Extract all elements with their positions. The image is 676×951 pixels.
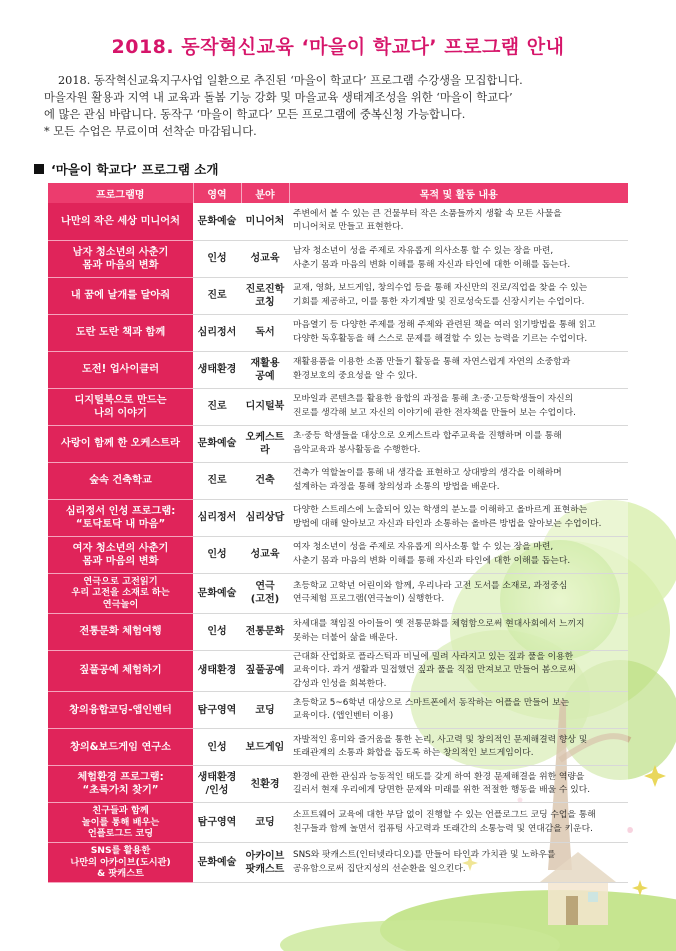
field-cell: 심리상담 (241, 499, 289, 536)
area-cell: 인성 (193, 729, 241, 766)
table-row (48, 462, 628, 499)
desc-line: 기회를 제공하고, 이를 통한 자기계발 및 진로성숙도를 신장시키는 수업이다. (293, 296, 585, 307)
desc-line: 사춘기 몸과 마음의 변화 이해를 통해 자신과 타인에 대한 이해를 돕는다. (293, 259, 571, 270)
description-cell (289, 729, 628, 766)
desc-line: 또래관계의 소통과 화합을 돕도록 하는 창의적인 보드게임이다. (293, 748, 534, 758)
desc-line: 주변에서 볼 수 있는 큰 건물부터 작은 소품들까지 생활 속 모든 사물을 (293, 208, 562, 219)
area-cell: 심리정서 (193, 499, 241, 536)
table-row (48, 803, 628, 843)
desc-line: 친구들과 함께 놀면서 컴퓨팅 사고력과 또래간의 소통능력 및 연대감을 키운다. (293, 823, 593, 834)
description-cell (289, 766, 628, 803)
desc-line: 못하는 더불어 삶을 배운다. (293, 632, 398, 643)
name-line: 나만의 아카이브(도시관) (70, 856, 171, 868)
name-line: 나의 이야기 (94, 407, 147, 419)
field-cell: 성교육 (241, 536, 289, 573)
table-row (48, 314, 628, 351)
desc-line: 근대화 산업화로 플라스틱과 비닐에 밀려 사라지고 있는 짚과 풀을 이용한 (293, 651, 574, 662)
table-row (48, 650, 628, 692)
column-header: 영역 (193, 183, 241, 203)
desc-line: 소프트웨어 교육에 대한 부담 없이 진행할 수 있는 언플로그드 코딩 수업을 통해 (293, 810, 596, 820)
name-line: 짚풀공예 체험하기 (79, 665, 162, 677)
area-cell: 진로 (193, 388, 241, 425)
desc-line: 감성과 인성을 회복한다. (293, 678, 387, 689)
desc-line: SNS와 팟캐스트(인터넷라디오)를 만들어 타인과 가치관 및 노하우를 (293, 850, 556, 860)
name-line: 전통문화 체험여행 (79, 626, 162, 637)
area-cell: 탐구영역 (193, 803, 241, 843)
name-line: & 팟캐스트 (97, 868, 144, 880)
table-row (48, 203, 628, 240)
table-row (48, 729, 628, 766)
description-cell (289, 314, 628, 351)
name-line: 도란 도란 책과 함께 (75, 327, 166, 338)
area-cell: 진로 (193, 277, 241, 314)
area-cell: 생태환경 /인성 (193, 766, 241, 803)
column-header: 분야 (241, 183, 289, 203)
description-cell (289, 803, 628, 843)
field-cell: 짚풀공예 (241, 650, 289, 692)
field-cell: 오케스트라 (241, 425, 289, 462)
description-cell (289, 462, 628, 499)
field-cell: 전통문화 (241, 613, 289, 650)
desc-line: 초등학교 고학년 어린이와 함께, 우리나라 고전 도서를 소재로, 과정중심 (293, 580, 568, 591)
table-row (48, 843, 628, 883)
table-row (48, 499, 628, 536)
name-line: 사랑이 함께 한 오케스트라 (61, 438, 180, 449)
desc-line: 건축가 역할놀이를 통해 내 생각을 표현하고 상대방의 생각을 이해하며 (293, 468, 562, 478)
field-cell: 연극 (고전) (241, 573, 289, 613)
desc-line: 차세대를 책임질 아이들이 옛 전통문화를 체험함으로써 현대사회에서 느끼지 (293, 619, 585, 629)
area-cell: 문화예술 (193, 573, 241, 613)
intro-text (44, 72, 644, 140)
program-name-cell (48, 203, 193, 240)
name-line: 여자 청소년의 사춘기 (72, 542, 169, 554)
field-cell: 코딩 (241, 803, 289, 843)
program-name-cell (48, 803, 193, 843)
name-line: 나만의 작은 세상 미니어처 (61, 215, 180, 227)
area-cell: 심리정서 (193, 314, 241, 351)
table-row (48, 536, 628, 573)
program-name-cell (48, 573, 193, 613)
name-line: 몸과 마음의 변화 (82, 259, 159, 271)
field-cell: 건축 (241, 462, 289, 499)
desc-line: 초·중등 학생들을 대상으로 오케스트라 합주교육을 진행하며 이를 통해 (293, 431, 562, 441)
desc-line: 남자 청소년이 성을 주제로 자유롭게 의사소통 할 수 있는 장을 마련, (293, 246, 554, 256)
program-name-cell (48, 388, 193, 425)
desc-line: 음악교육과 봉사활동을 수행한다. (293, 444, 421, 455)
description-cell (289, 203, 628, 240)
field-cell: 독서 (241, 314, 289, 351)
area-cell: 문화예술 (193, 203, 241, 240)
field-cell: 성교육 (241, 240, 289, 277)
program-name-cell (48, 650, 193, 692)
intro-line: 마을자원 활용과 지역 내 교육과 돌봄 기능 강화 및 마을교육 생태계조성을 위한 ‘마을이 학교다’ (44, 91, 513, 104)
program-name-cell (48, 277, 193, 314)
name-line: 남자 청소년의 사춘기 (72, 246, 169, 258)
description-cell (289, 351, 628, 388)
description-cell (289, 613, 628, 650)
table-row (48, 277, 628, 314)
table-row (48, 351, 628, 388)
description-cell (289, 277, 628, 314)
program-name-cell (48, 729, 193, 766)
name-line: 창의&보드게임 연구소 (69, 741, 171, 753)
column-header: 프로그램명 (48, 183, 193, 203)
area-cell: 문화예술 (193, 843, 241, 883)
desc-line: 사춘기 몸과 마음의 변화 이해를 통해 자신과 타인에 대한 이해를 돕는다. (293, 555, 571, 566)
desc-line: 진로를 생각해 보고 자신의 이야기에 관한 전자책을 만들어 보는 수업이다. (293, 407, 576, 418)
desc-line: 교육이다. (앱인벤터 이용) (293, 711, 394, 721)
name-line: 창의융합코딩-앱인벤터 (69, 704, 172, 716)
description-cell (289, 573, 628, 613)
table-row (48, 240, 628, 277)
field-cell: 디지털북 (241, 388, 289, 425)
area-cell: 인성 (193, 240, 241, 277)
program-name-cell (48, 351, 193, 388)
intro-line: 2018. 동작혁신교육지구사업 일환으로 추진된 ‘마을이 학교다’ 프로그램 수강생을 모집합니다. (58, 74, 523, 87)
desc-line: 자발적인 흥미와 즐거움을 통한 논리, 사고력 및 창의적인 문제해결력 향상 및 (293, 734, 588, 745)
name-line: 놀이를 통해 배우는 (81, 816, 160, 828)
name-line: “토닥토닥 내 마음” (75, 518, 166, 530)
table-row (48, 766, 628, 803)
desc-line: 다양한 독후활동을 해 스스로 문제를 해결할 수 있는 능력을 기르는 수업이다. (293, 333, 588, 344)
area-cell: 생태환경 (193, 351, 241, 388)
desc-line: 초등학교 5~6학년 대상으로 스마트폰에서 동작하는 어플을 만들어 보는 (293, 697, 570, 708)
field-cell: 아카이브 팟캐스트 (241, 843, 289, 883)
area-cell: 진로 (193, 462, 241, 499)
description-cell (289, 650, 628, 692)
description-cell (289, 388, 628, 425)
name-line: SNS를 활용한 (90, 845, 151, 857)
description-cell (289, 425, 628, 462)
program-name-cell (48, 462, 193, 499)
desc-line: 미니어처로 만들고 표현한다. (293, 222, 404, 233)
table-row (48, 425, 628, 462)
name-line: 우리 고전을 소재로 하는 (71, 587, 170, 599)
name-line: 연극으로 고전읽기 (83, 575, 158, 587)
name-line: 언플로그드 코딩 (87, 828, 154, 840)
field-cell: 미니어처 (241, 203, 289, 240)
program-name-cell (48, 425, 193, 462)
desc-line: 교육이다. 과거 생활과 밀접했던 짚과 풀을 직접 만져보고 만들어 봄으로써 (293, 665, 576, 675)
area-cell: 문화예술 (193, 425, 241, 462)
table-row (48, 613, 628, 650)
name-line: 체험환경 프로그램: (77, 772, 164, 783)
program-table (48, 183, 628, 883)
program-name-cell (48, 314, 193, 351)
intro-line: 에 많은 관심 바랍니다. 동작구 ‘마을이 학교다’ 모든 프로그램에 중복신청 가능합니다. (44, 108, 466, 121)
description-cell (289, 240, 628, 277)
desc-line: 공유함으로써 집단지성의 선순환을 일으킨다. (293, 863, 466, 874)
description-cell (289, 499, 628, 536)
column-header: 목적 및 활동 내용 (289, 183, 628, 203)
program-name-cell (48, 843, 193, 883)
name-line: 도전! 업사이클러 (81, 364, 160, 375)
desc-line: 방법에 대해 알아보고 자신과 타인과 소통하는 올바른 방법을 알아보는 수업이다. (293, 518, 602, 529)
name-line: “초록가치 찾기” (82, 785, 159, 796)
table-row (48, 388, 628, 425)
name-line: 내 꿈에 날개를 달아줘 (70, 290, 171, 301)
desc-line: 길러서 현재 우리에게 당면한 문제와 미래를 위한 적절한 행동을 배울 수 있다. (293, 785, 590, 795)
program-name-cell (48, 692, 193, 729)
desc-line: 교재, 영화, 보드게임, 창의수업 등을 통해 자신만의 진로/직업을 찾을 수 있는 (293, 283, 588, 293)
program-name-cell (48, 613, 193, 650)
desc-line: 모바일과 콘텐츠를 활용한 융합의 과정을 통해 초·중·고등학생들이 자신의 (293, 394, 574, 404)
desc-line: 마음열기 등 다양한 주제를 정해 주제와 관련된 책을 여러 읽기방법을 통해 읽고 (293, 320, 596, 330)
description-cell (289, 843, 628, 883)
field-cell: 진로진학 코칭 (241, 277, 289, 314)
name-line: 친구들과 함께 (92, 805, 149, 817)
desc-line: 환경에 관한 관심과 능동적인 태도를 갖게 하여 환경 문제해결을 위한 역량을 (293, 771, 585, 782)
field-cell: 재활용 공예 (241, 351, 289, 388)
table-row (48, 692, 628, 729)
table-header-row (48, 183, 628, 203)
desc-line: 여자 청소년이 성을 주제로 자유롭게 의사소통 할 수 있는 장을 마련, (293, 542, 554, 552)
page-title: 2018. 동작혁신교육 ‘마을이 학교다’ 프로그램 안내 (111, 36, 565, 58)
area-cell: 인성 (193, 536, 241, 573)
intro-note: * 모든 수업은 무료이며 선착순 마감됩니다. (44, 125, 257, 138)
program-name-cell (48, 240, 193, 277)
desc-line: 환경보호의 중요성을 알 수 있다. (293, 370, 418, 381)
program-name-cell (48, 499, 193, 536)
program-name-cell (48, 766, 193, 803)
desc-line: 다양한 스트레스에 노출되어 있는 학생의 분노를 이해하고 올바르게 표현하는 (293, 505, 588, 515)
description-cell (289, 692, 628, 729)
section-heading (34, 160, 218, 178)
name-line: 숲속 건축학교 (89, 475, 152, 486)
name-line: 심리정서 인성 프로그램: (65, 505, 176, 517)
area-cell: 탐구영역 (193, 692, 241, 729)
desc-line: 설계하는 과정을 통해 창의성과 소통의 방법을 배운다. (293, 481, 500, 492)
description-cell (289, 536, 628, 573)
name-line: 디지털북으로 만드는 (74, 394, 167, 406)
name-line: 몸과 마음의 변화 (82, 555, 159, 567)
section-title: ‘마을이 학교다’ 프로그램 소개 (51, 162, 219, 177)
area-cell: 인성 (193, 613, 241, 650)
field-cell: 코딩 (241, 692, 289, 729)
field-cell: 보드게임 (241, 729, 289, 766)
square-bullet-icon (34, 164, 44, 174)
field-cell: 친환경 (241, 766, 289, 803)
desc-line: 재활용품을 이용한 소품 만들기 활동을 통해 자연스럽게 자연의 소중함과 (293, 357, 571, 367)
area-cell: 생태환경 (193, 650, 241, 692)
program-name-cell (48, 536, 193, 573)
table-row (48, 573, 628, 613)
name-line: 연극놀이 (102, 598, 139, 610)
desc-line: 연극체험 프로그램(연극놀이) 실행한다. (293, 594, 445, 604)
